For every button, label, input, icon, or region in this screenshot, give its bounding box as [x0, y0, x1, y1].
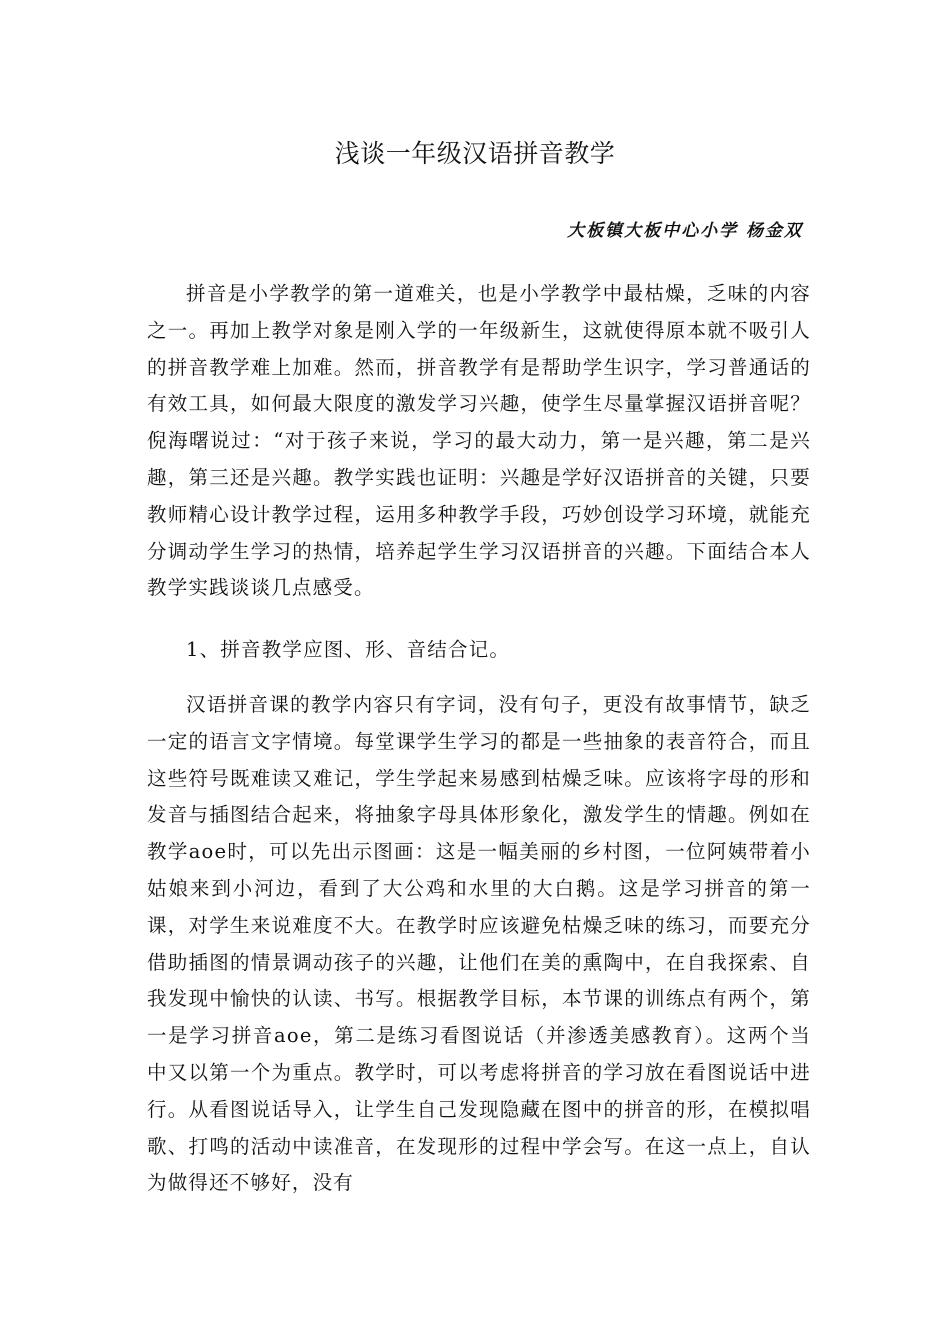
document-title: 浅谈一年级汉语拼音教学 [334, 139, 616, 168]
author-line: 大板镇大板中心小学 杨金双 [567, 221, 803, 241]
intro-paragraph: 拼音是小学教学的第一道难关，也是小学教学中最枯燥，乏味的内容之一。再加上教学对象是刚入学的一年级新生，这就使得原本就不吸引人的拼音教学难上加难。然而，拼音教学有是帮助学生识字，学习普通话的有效工具，如何最大限度的激发学习兴趣，使学生尽量掌握汉语拼音呢？倪海曙说过：“对于孩子来说，学习的最大动力，第一是兴趣，第二是兴趣，第三还是兴趣。教学实践也证明：兴趣是学好汉语拼音的关键，只要教师精心设计教学过程，运用多种教学手段，巧妙创设学习环境，就能充分调动学生学习的热情，培养起学生学习汉语拼音的兴趣。下面结合本人教学实践谈谈几点感受。 [147, 282, 811, 600]
section-paragraph: 汉语拼音课的教学内容只有字词，没有句子，更没有故事情节，缺乏一定的语言文字情境。每堂课学生学习的都是一些抽象的表音符合，而且这些符号既难读又难记，学生学起来易感到枯燥乏味。应该将字母的形和发音与插图结合起来，将抽象字母具体形象化，激发学生的情趣。例如在教学aoe时，可以先出示图画：这是一幅美丽的乡村图，一位阿姨带着小姑娘来到小河边，看到了大公鸡和水里的大白鹅。这是学习拼音的第一课，对学生来说难度不大。在教学时应该避免枯燥乏味的练习，而要充分借助插图的情景调动孩子的兴趣，让他们在美的熏陶中，在自我探索、自我发现中愉快的认读、书写。根据教学目标，本节课的训练点有两个，第一是学习拼音aoe，第二是练习看图说话（并渗透美感教育）。这两个当中又以第一个为重点。教学时，可以考虑将拼音的学习放在看图说话中进行。从看图说话导入，让学生自己发现隐藏在图中的拼音的形，在模拟唱歌、打鸣的活动中读准音，在发现形的过程中学会写。在这一点上，自认为做得还不够好，没有 [147, 693, 811, 1195]
section-heading: 1、拼音教学应图、形、音结合记。 [186, 638, 511, 661]
